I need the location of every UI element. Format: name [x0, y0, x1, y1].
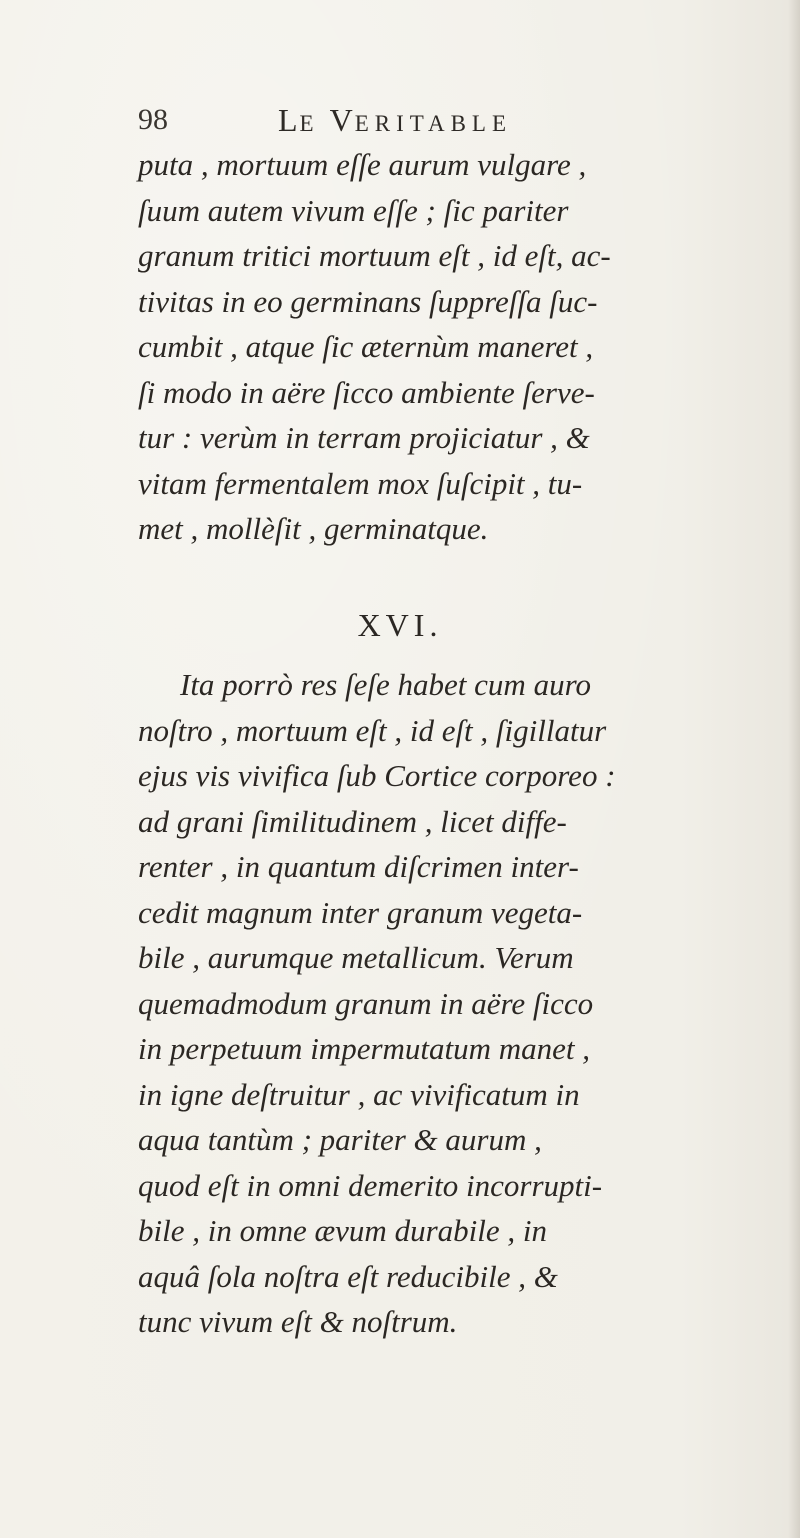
paragraph-2 — [138, 662, 778, 1345]
text-line: bile , in omne ævum durabile , in — [138, 1213, 547, 1248]
running-head-rest-2: ERITABLE — [354, 111, 513, 136]
running-head-initial-2: V — [329, 102, 355, 138]
page-number: 98 — [138, 103, 168, 136]
text-line: tunc vivum eſt & noſtrum. — [138, 1304, 458, 1339]
text-line: aqua tantùm ; pariter & aurum , — [138, 1122, 542, 1157]
running-head-rest-1: E — [299, 111, 320, 136]
text-line: tur : verùm in terram projiciatur , & — [138, 420, 590, 455]
text-line: ad grani ſimilitudinem , licet diffe- — [138, 803, 567, 839]
text-line: Ita porrò res ſeſe habet cum auro — [180, 667, 591, 702]
text-line: ſi modo in aëre ſicco ambiente ſerve- — [138, 374, 595, 410]
text-line: ejus vis vivifica ſub Cortice corporeo : — [138, 758, 616, 793]
text-line: in perpetuum impermutatum manet , — [138, 1031, 591, 1066]
text-line: noſtro , mortuum eſt , id eſt , ſigillatur — [138, 712, 607, 748]
text-line: quod eſt in omni demerito incorrupti- — [138, 1167, 603, 1203]
running-head — [278, 100, 512, 144]
text-line: cedit magnum inter granum vegeta- — [138, 894, 583, 930]
text-line: met , mollèſit , germinatque. — [138, 511, 489, 546]
page-header — [138, 100, 758, 144]
text-line: tivitas in eo germinans ſuppreſſa ſuc- — [138, 283, 598, 319]
text-line: aquâ ſola noſtra eſt reducibile , & — [138, 1258, 558, 1294]
text-line: renter , in quantum diſcrimen inter- — [138, 849, 579, 884]
text-line: vitam fermentalem mox ſuſcipit , tu- — [138, 465, 583, 501]
running-head-initial-1: L — [278, 102, 300, 138]
paragraph-1 — [138, 142, 778, 552]
text-line: quemadmodum granum in aëre ſicco — [138, 985, 594, 1021]
text-line: cumbit , atque ſic æternùm maneret , — [138, 329, 594, 364]
text-line: bile , aurumque metallicum. Verum — [138, 940, 574, 975]
text-line: ſuum autem vivum eſſe ; ſic pariter — [138, 192, 569, 228]
text-line: puta , mortuum eſſe aurum vulgare , — [138, 147, 587, 182]
page-edge-shadow — [788, 0, 800, 1538]
text-line: in igne deſtruitur , ac vivificatum in — [138, 1076, 580, 1112]
section-heading: XVI. — [357, 607, 443, 643]
text-line: granum tritici mortuum eſt , id eſt, ac- — [138, 238, 611, 273]
